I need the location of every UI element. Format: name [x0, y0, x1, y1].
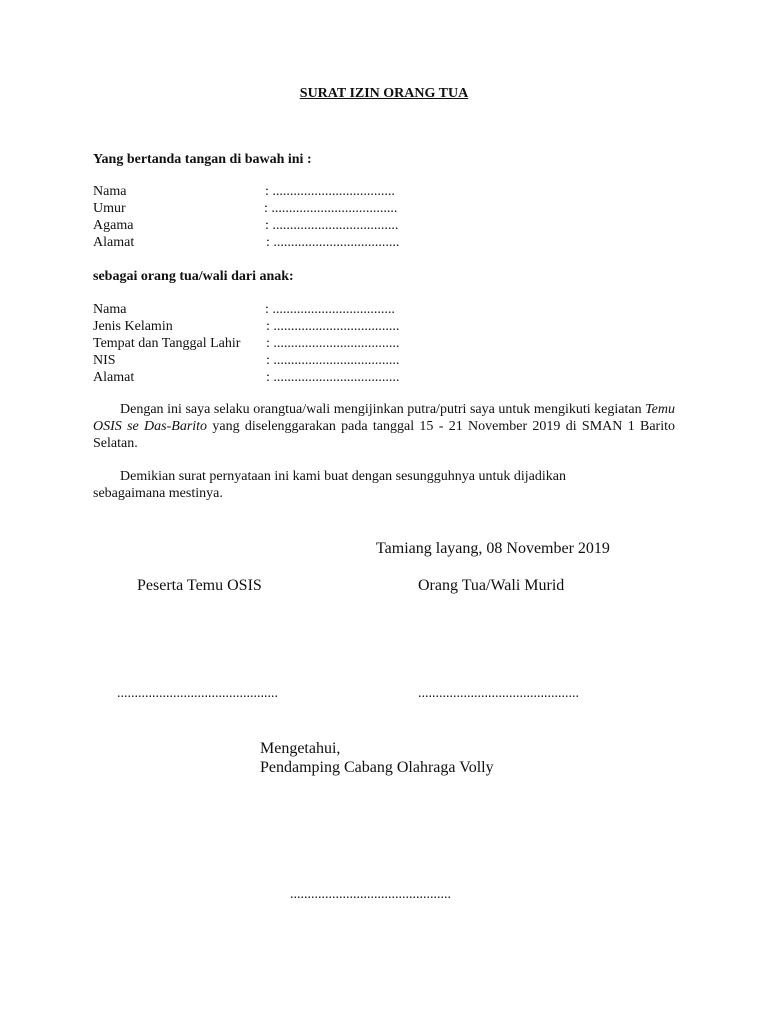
- paragraph-text: Dengan ini saya selaku orangtua/wali mengijinkan putra/putri saya untuk mengikuti kegiatan: [120, 402, 646, 417]
- intro-heading: Yang bertanda tangan di bawah ini :: [93, 152, 312, 167]
- field-label: Agama: [93, 218, 134, 233]
- field-value: : ....................................: [266, 353, 400, 368]
- field-label: Nama: [93, 184, 127, 199]
- field-value: : ...................................: [265, 302, 395, 317]
- field-label: Alamat: [93, 370, 135, 385]
- letter-title: SURAT IZIN ORANG TUA: [299, 86, 469, 101]
- field-value: : ....................................: [265, 218, 399, 233]
- signature-line-bottom: ..............................................: [290, 887, 451, 902]
- field-value: : ...................................: [265, 184, 395, 199]
- field-label: NIS: [93, 353, 116, 368]
- acknowledge-label: Mengetahui,: [260, 740, 341, 757]
- signature-line-left: ..............................................: [117, 686, 278, 701]
- signer-left-title: Peserta Temu OSIS: [137, 577, 262, 594]
- field-value: : ....................................: [266, 235, 400, 250]
- field-label: Tempat dan Tanggal Lahir: [93, 336, 241, 351]
- event-name: Temu OSIS se Das-Barito: [93, 402, 675, 434]
- field-label: Jenis Kelamin: [93, 319, 173, 334]
- closing-paragraph: [93, 468, 623, 502]
- signer-right-title: Orang Tua/Wali Murid: [418, 577, 565, 594]
- acknowledge-role: Pendamping Cabang Olahraga Volly: [260, 759, 494, 776]
- field-label: Alamat: [93, 235, 135, 250]
- field-value: : ....................................: [264, 201, 398, 216]
- field-label: Umur: [93, 201, 126, 216]
- field-value: : ....................................: [266, 319, 400, 334]
- child-heading: sebagai orang tua/wali dari anak:: [93, 269, 294, 284]
- field-label: Nama: [93, 302, 127, 317]
- paragraph-text: yang diselenggarakan pada tanggal 15 - 21 November 2019 di SMAN 1 Barito Selatan.: [93, 419, 675, 451]
- field-value: : ....................................: [266, 336, 400, 351]
- paragraph-text: Demikian surat pernyataan ini kami buat dengan sesungguhnya untuk dijadikan sebagaimana mestinya.: [93, 469, 566, 501]
- signature-line-right: ..............................................: [418, 686, 579, 701]
- place-date: Tamiang layang, 08 November 2019: [376, 540, 610, 557]
- permission-paragraph: [93, 401, 675, 452]
- field-value: : ....................................: [266, 370, 400, 385]
